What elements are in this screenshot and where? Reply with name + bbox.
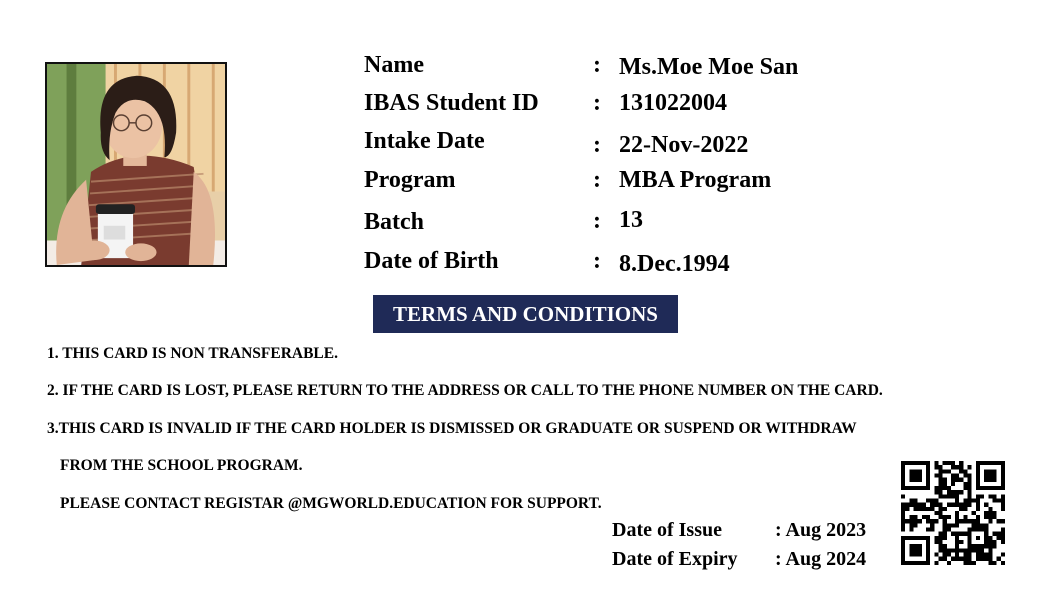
term-item: 2. IF THE CARD IS LOST, PLEASE RETURN TO THE ADDRESS OR CALL TO THE PHONE NUMBER ON THE CARD. <box>47 382 883 399</box>
field-value: MBA Program <box>619 167 772 193</box>
field-label: Date of Birth <box>364 248 499 274</box>
field-value: 22-Nov-2022 <box>619 132 749 158</box>
field-label: Name <box>364 52 424 78</box>
issue-date-value: : Aug 2023 <box>775 519 867 541</box>
term-item: 1. THIS CARD IS NON TRANSFERABLE. <box>47 345 338 362</box>
field-label: IBAS Student ID <box>364 90 539 116</box>
term-item: PLEASE CONTACT REGISTAR @MGWORLD.EDUCATION FOR SUPPORT. <box>60 495 602 512</box>
field-value: 131022004 <box>619 90 727 116</box>
terms-title: TERMS AND CONDITIONS <box>373 295 678 333</box>
expiry-date-label: Date of Expiry <box>612 548 738 570</box>
field-colon: : <box>593 167 601 193</box>
field-colon: : <box>593 90 601 116</box>
term-item: 3.THIS CARD IS INVALID IF THE CARD HOLDER IS DISMISSED OR GRADUATE OR SUSPEND OR WITHDRAW <box>47 420 857 437</box>
field-colon: : <box>593 248 601 274</box>
field-colon: : <box>593 132 601 158</box>
field-label: Batch <box>364 209 424 235</box>
field-colon: : <box>593 208 601 234</box>
student-photo <box>45 62 227 267</box>
qr-code-icon <box>901 461 1005 565</box>
field-value: 8.Dec.1994 <box>619 251 730 277</box>
field-label: Intake Date <box>364 128 485 154</box>
field-value: 13 <box>619 207 643 233</box>
issue-date-label: Date of Issue <box>612 519 722 541</box>
field-label: Program <box>364 167 456 193</box>
field-value: Ms.Moe Moe San <box>619 54 799 80</box>
field-colon: : <box>593 52 601 78</box>
term-item: FROM THE SCHOOL PROGRAM. <box>60 457 303 474</box>
expiry-date-value: : Aug 2024 <box>775 548 867 570</box>
